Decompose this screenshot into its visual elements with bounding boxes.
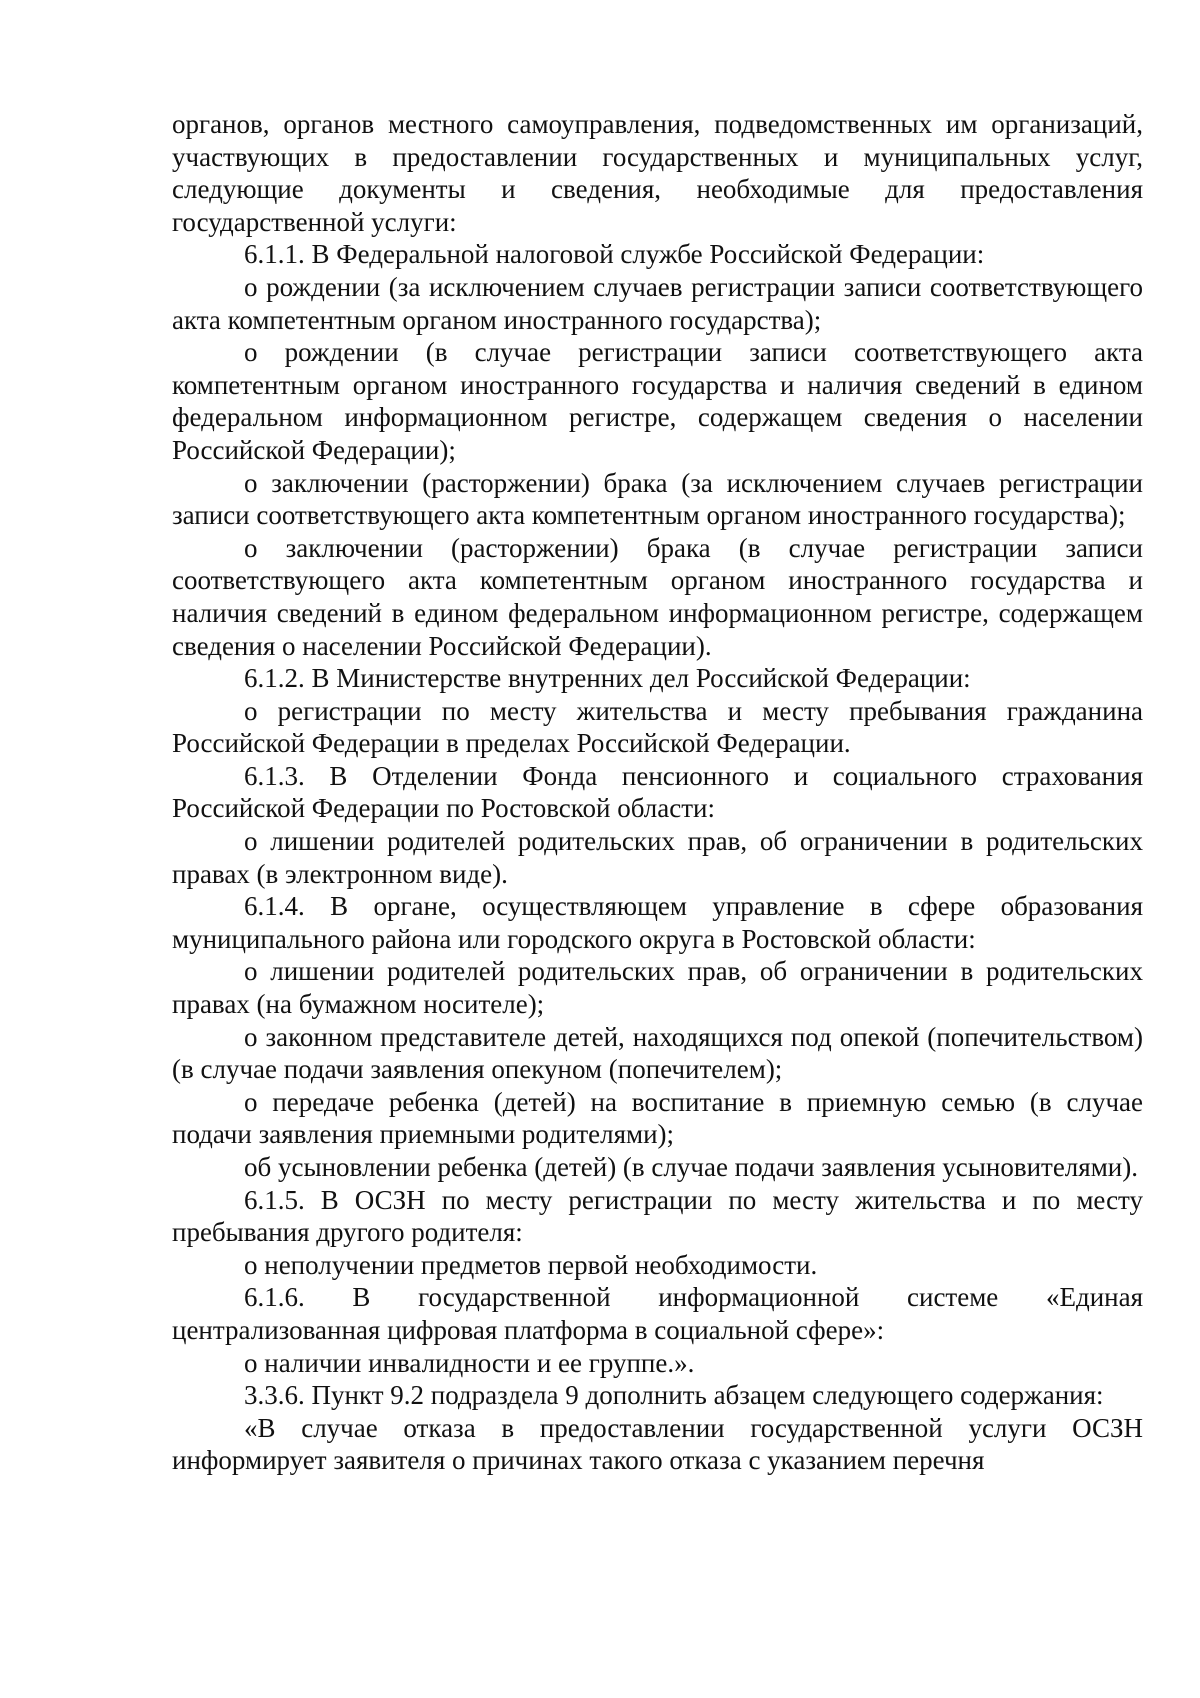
paragraph: 6.1.3. В Отделении Фонда пенсионного и социального страхования Российской Федерации по Ростовской области: (172, 760, 1143, 824)
paragraph: о неполучении предметов первой необходимости. (244, 1249, 818, 1280)
paragraph: 6.1.6. В государственной информационной системе «Единая централизованная цифровая платформа в социальной сфере»: (172, 1282, 1143, 1345)
paragraph: 6.1.2. В Министерстве внутренних дел Российской Федерации: (244, 663, 971, 694)
document-body (172, 108, 1143, 1477)
paragraph: о лишении родителей родительских прав, об ограничении в родительских правах (на бумажном носителе); (172, 956, 1143, 1020)
paragraph: о рождении (в случае регистрации записи соответствующего акта компетентным органом иностранного государства и наличия сведений в едином федеральном информационном регистре, содержащем сведения о населении Российской Федерации); (172, 337, 1143, 465)
paragraph: о лишении родителей родительских прав, об ограничении в родительских правах (в электронном виде). (172, 826, 1143, 889)
paragraph: о рождении (за исключением случаев регистрации записи соответствующего акта компетентным органом иностранного государства); (172, 271, 1143, 335)
paragraph: о законном представителе детей, находящихся под опекой (попечительством) (в случае подачи заявления опекуном (попечителем); (172, 1021, 1143, 1085)
paragraph: о заключении (расторжении) брака (за исключением случаев регистрации записи соответствующего акта компетентным органом иностранного государства); (172, 467, 1143, 531)
paragraph: 6.1.4. В органе, осуществляющем управление в сфере образования муниципального района или городского округа в Ростовской области: (172, 891, 1143, 954)
paragraph: о заключении (расторжении) брака (в случае регистрации записи соответствующего акта компетентным органом иностранного государства и наличия сведений в едином федеральном информационном регистре, содержащем сведения о населении Российской Федерации). (172, 532, 1143, 661)
paragraph: 6.1.5. В ОСЗН по месту регистрации по месту жительства и по месту пребывания другого родителя: (172, 1184, 1143, 1248)
paragraph: о наличии инвалидности и ее группе.». (244, 1347, 695, 1378)
paragraph: органов, органов местного самоуправления, подведомственных им организаций, участвующих в предоставлении государственных и муниципальных услуг, следующие документы и сведения, необходимые для предоставления государственной услуги: (172, 109, 1143, 237)
paragraph: о передаче ребенка (детей) на воспитание в приемную семью (в случае подачи заявления приемными родителями); (172, 1086, 1143, 1150)
paragraph: 6.1.1. В Федеральной налоговой службе Российской Федерации: (244, 239, 985, 270)
paragraph: 3.3.6. Пункт 9.2 подраздела 9 дополнить абзацем следующего содержания: (244, 1380, 1104, 1411)
paragraph: об усыновлении ребенка (детей) (в случае подачи заявления усыновителями). (244, 1152, 1138, 1182)
paragraph: о регистрации по месту жительства и месту пребывания гражданина Российской Федерации в пределах Российской Федерации. (172, 695, 1143, 759)
paragraph: «В случае отказа в предоставлении государственной услуги ОСЗН информирует заявителя о причинах такого отказа с указанием перечня (172, 1412, 1143, 1476)
